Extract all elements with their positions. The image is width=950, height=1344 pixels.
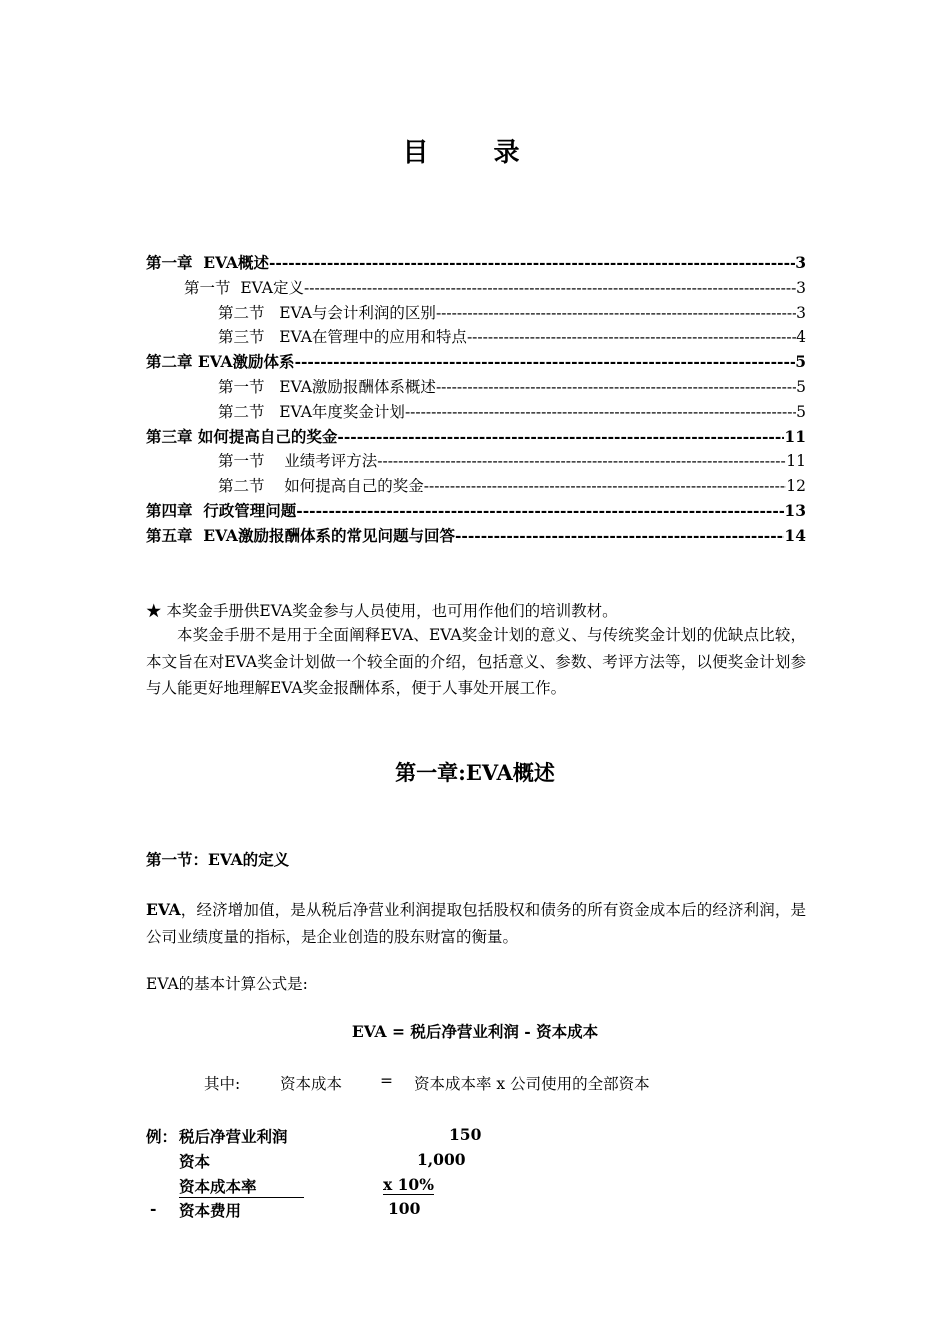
toc-entry-page: 4 <box>796 328 806 347</box>
toc-entry-label: 第二章 EVA激励体系 <box>146 352 295 372</box>
toc-entry[interactable] <box>146 474 806 499</box>
toc-title: 目 录 <box>402 138 548 168</box>
example-label-text: 资本成本率 <box>179 1175 304 1198</box>
toc-entry[interactable] <box>146 400 806 425</box>
toc-entry-page: 12 <box>786 477 806 496</box>
formula-intro: EVA的基本计算公式是: <box>146 975 308 993</box>
toc-entry[interactable] <box>146 375 806 400</box>
example-sign: - <box>150 1199 157 1218</box>
toc-leader <box>304 279 796 297</box>
where-definition: 资本成本率 x 公司使用的全部资本 <box>414 1075 650 1093</box>
where-term: 资本成本 <box>280 1075 343 1093</box>
toc-leader <box>296 501 784 520</box>
where-eq: = <box>380 1072 393 1090</box>
toc-entry[interactable] <box>146 425 806 450</box>
eva-formula: EVA = 税后净营业利润 - 资本成本 <box>351 1022 599 1041</box>
example-label: 资本 <box>179 1152 211 1171</box>
star-note: ★ 本奖金手册供EVA奖金参与人员使用，也可用作他们的培训教材。 <box>146 602 618 620</box>
toc-entry-page: 5 <box>795 352 806 372</box>
chapter-title: 第一章:EVA概述 <box>395 760 555 785</box>
toc-entry-label: 第二节 EVA年度奖金计划 <box>218 402 405 421</box>
definition-term: EVA <box>146 900 181 919</box>
toc-entry[interactable] <box>146 449 806 474</box>
toc-entry-label: 第三节 EVA在管理中的应用和特点 <box>218 328 467 347</box>
toc-entry[interactable] <box>146 251 806 276</box>
toc-entry-label: 第五章 EVA激励报酬体系的常见问题与回答 <box>146 525 455 545</box>
example-prefix: 例： <box>146 1127 178 1146</box>
example-value <box>383 1175 434 1195</box>
toc-entry-page: 11 <box>784 426 806 446</box>
toc-leader <box>436 378 796 396</box>
toc-entry-label: 第一节 EVA定义 <box>184 278 305 297</box>
example-label: 税后净营业利润 <box>179 1127 288 1146</box>
example-value-text: x 10% <box>383 1175 434 1194</box>
toc-leader <box>295 352 796 371</box>
toc-entry-page: 5 <box>796 377 806 396</box>
toc-entry-page: 5 <box>796 402 806 421</box>
toc-entry-label: 第二节 如何提高自己的奖金 <box>218 477 424 496</box>
toc-entry[interactable] <box>146 524 806 549</box>
toc-entry-page: 14 <box>784 525 806 545</box>
toc-leader <box>436 304 796 322</box>
toc-entry-label: 第二节 EVA与会计利润的区别 <box>218 303 436 322</box>
table-of-contents <box>146 251 806 549</box>
example-value: 100 <box>388 1199 421 1218</box>
example-value: 150 <box>449 1125 482 1144</box>
toc-entry[interactable] <box>146 325 806 350</box>
toc-entry-page: 13 <box>784 500 806 520</box>
example-label <box>179 1175 304 1198</box>
toc-entry[interactable] <box>146 350 806 375</box>
toc-entry-label: 第一节 业绩考评方法 <box>218 452 378 471</box>
toc-entry-page: 3 <box>796 278 806 297</box>
toc-entry-page: 11 <box>786 452 806 471</box>
example-value: 1,000 <box>417 1150 466 1169</box>
toc-entry-label: 第三章 如何提高自己的奖金 <box>146 426 338 446</box>
toc-entry-label: 第一章 EVA概述 <box>146 253 269 272</box>
toc-leader <box>269 253 795 272</box>
toc-leader <box>337 427 784 446</box>
definition-text: ，经济增加值，是从税后净营业利润提取包括股权和债务的所有资金成本后的经济利润，是公司业绩度量的指标，是企业创造的股东财富的衡量。 <box>146 901 806 946</box>
toc-leader <box>424 477 787 495</box>
formula-where <box>204 1072 650 1094</box>
toc-leader <box>405 403 796 421</box>
toc-entry-page: 3 <box>796 303 806 322</box>
toc-entry[interactable] <box>146 499 806 524</box>
toc-entry[interactable] <box>146 301 806 326</box>
toc-leader <box>377 452 786 470</box>
intro-paragraph: 本奖金手册不是用于全面阐释EVA、EVA奖金计划的意义、与传统奖金计划的优缺点比较，本文旨在对EVA奖金计划做一个较全面的介绍，包括意义、参数、考评方法等，以便奖金计划参与人能更好地理解EVA奖金报酬体系，便于人事处开展工作。 <box>146 626 806 697</box>
toc-leader <box>467 328 796 346</box>
section-title: 第一节：EVA的定义 <box>146 850 290 869</box>
eva-definition <box>146 897 806 950</box>
where-label: 其中: <box>204 1075 241 1093</box>
example-label: 资本费用 <box>179 1201 242 1220</box>
toc-entry-label: 第一节 EVA激励报酬体系概述 <box>218 377 436 396</box>
toc-leader <box>455 526 784 545</box>
toc-entry[interactable] <box>146 276 806 301</box>
toc-entry-page: 3 <box>795 253 806 272</box>
toc-entry-label: 第四章 行政管理问题 <box>146 500 297 520</box>
